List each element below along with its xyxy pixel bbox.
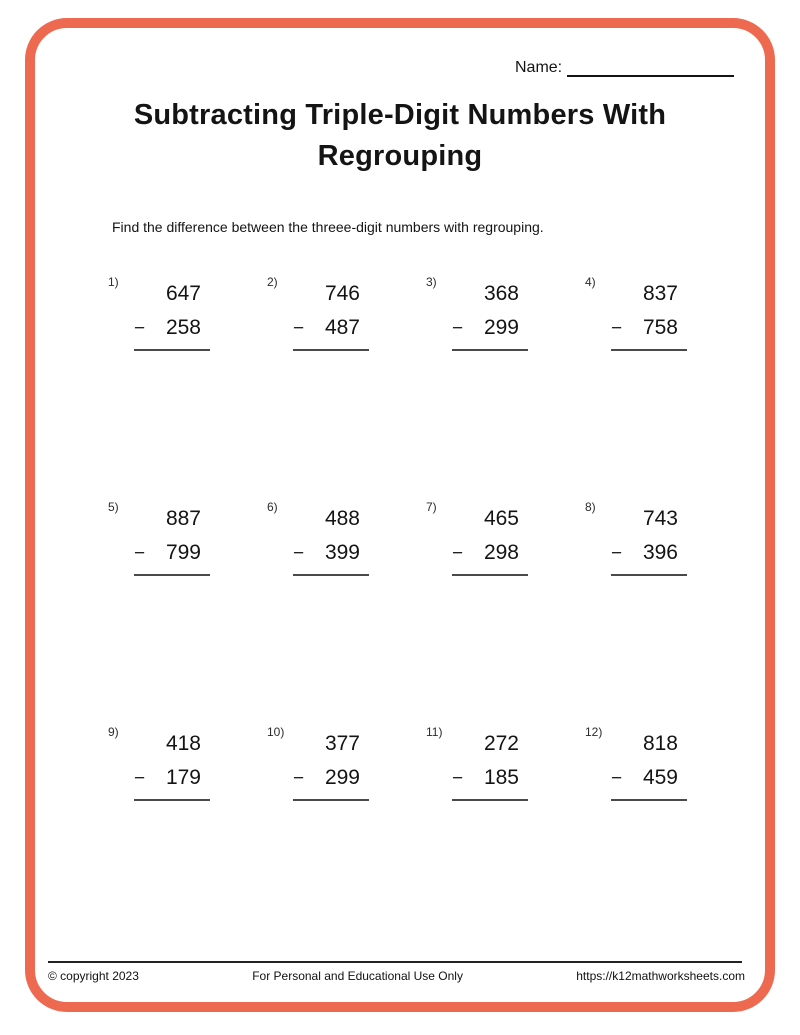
problem-body [611,501,687,576]
problem-body [293,276,369,351]
subtrahend-row [293,761,369,794]
subtrahend-row [452,311,528,344]
minus-sign: − [452,768,464,789]
subtrahend-row [452,536,528,569]
subtrahend: 299 [324,766,360,789]
problem-body [293,726,369,801]
name-label: Name: [515,59,563,76]
subtrahend: 179 [165,766,201,789]
footer-divider [48,961,742,963]
footer-usage-note: For Personal and Educational Use Only [252,969,463,983]
answer-line [452,574,528,576]
subtrahend: 185 [483,766,519,789]
problem-number: 8) [585,500,596,514]
minus-sign: − [293,318,305,339]
answer-line [452,349,528,351]
problem-number: 9) [108,725,119,739]
subtrahend-row [134,536,210,569]
minus-sign: − [611,768,623,789]
problem-6 [267,501,426,576]
problem-12 [585,726,744,801]
minus-sign: − [452,318,464,339]
answer-line [611,574,687,576]
problem-number: 12) [585,725,603,739]
problem-11 [426,726,585,801]
subtrahend-row [134,761,210,794]
minuend: 377 [324,732,360,755]
problem-number: 3) [426,275,437,289]
problem-body [611,276,687,351]
problem-body [452,501,528,576]
answer-line [134,574,210,576]
problem-body [452,726,528,801]
answer-line [293,349,369,351]
answer-line [134,349,210,351]
subtrahend: 298 [483,541,519,564]
minus-sign: − [293,543,305,564]
problem-number: 10) [267,725,285,739]
minuend: 647 [165,282,201,305]
name-row [515,58,734,77]
page-title-line2: Regrouping [317,140,483,172]
problem-5 [108,501,267,576]
problem-10 [267,726,426,801]
problem-number: 1) [108,275,119,289]
problem-4 [585,276,744,351]
problem-body [134,276,210,351]
problem-number: 5) [108,500,119,514]
minuend: 837 [642,282,678,305]
minuend: 488 [324,507,360,530]
instructions-text: Find the difference between the threee-digit numbers with regrouping. [112,219,544,235]
subtrahend: 799 [165,541,201,564]
subtrahend-row [293,311,369,344]
footer-website-url: https://k12mathworksheets.com [576,969,745,983]
minus-sign: − [452,543,464,564]
problem-2 [267,276,426,351]
subtrahend-row [611,761,687,794]
subtrahend-row [134,311,210,344]
minuend: 272 [483,732,519,755]
problem-body [611,726,687,801]
minuend: 465 [483,507,519,530]
minuend: 746 [324,282,360,305]
subtrahend: 396 [642,541,678,564]
answer-line [611,799,687,801]
problem-9 [108,726,267,801]
answer-line [293,574,369,576]
subtrahend: 299 [483,316,519,339]
problem-number: 11) [426,725,443,739]
subtrahend-row [611,311,687,344]
footer [48,969,745,983]
minus-sign: − [611,318,623,339]
problem-number: 2) [267,275,278,289]
subtrahend: 399 [324,541,360,564]
minus-sign: − [134,768,146,789]
answer-line [293,799,369,801]
minuend: 418 [165,732,201,755]
problem-7 [426,501,585,576]
problem-1 [108,276,267,351]
answer-line [452,799,528,801]
minuend: 368 [483,282,519,305]
name-blank-line [567,58,734,77]
answer-line [611,349,687,351]
problem-body [134,501,210,576]
problem-8 [585,501,744,576]
problem-number: 6) [267,500,278,514]
problems-grid [108,276,744,801]
answer-line [134,799,210,801]
problem-body [452,276,528,351]
minuend: 887 [165,507,201,530]
footer-copyright: © copyright 2023 [48,969,139,983]
subtrahend: 459 [642,766,678,789]
subtrahend: 758 [642,316,678,339]
minus-sign: − [134,318,146,339]
problem-number: 7) [426,500,437,514]
minus-sign: − [611,543,623,564]
minus-sign: − [134,543,146,564]
minus-sign: − [293,768,305,789]
minuend: 818 [642,732,678,755]
problem-body [134,726,210,801]
page-title-line1: Subtracting Triple-Digit Numbers With [133,99,667,131]
subtrahend: 258 [165,316,201,339]
subtrahend-row [293,536,369,569]
minuend: 743 [642,507,678,530]
problem-body [293,501,369,576]
subtrahend-row [452,761,528,794]
subtrahend-row [611,536,687,569]
problem-3 [426,276,585,351]
page-title [60,95,740,177]
problem-number: 4) [585,275,596,289]
subtrahend: 487 [324,316,360,339]
